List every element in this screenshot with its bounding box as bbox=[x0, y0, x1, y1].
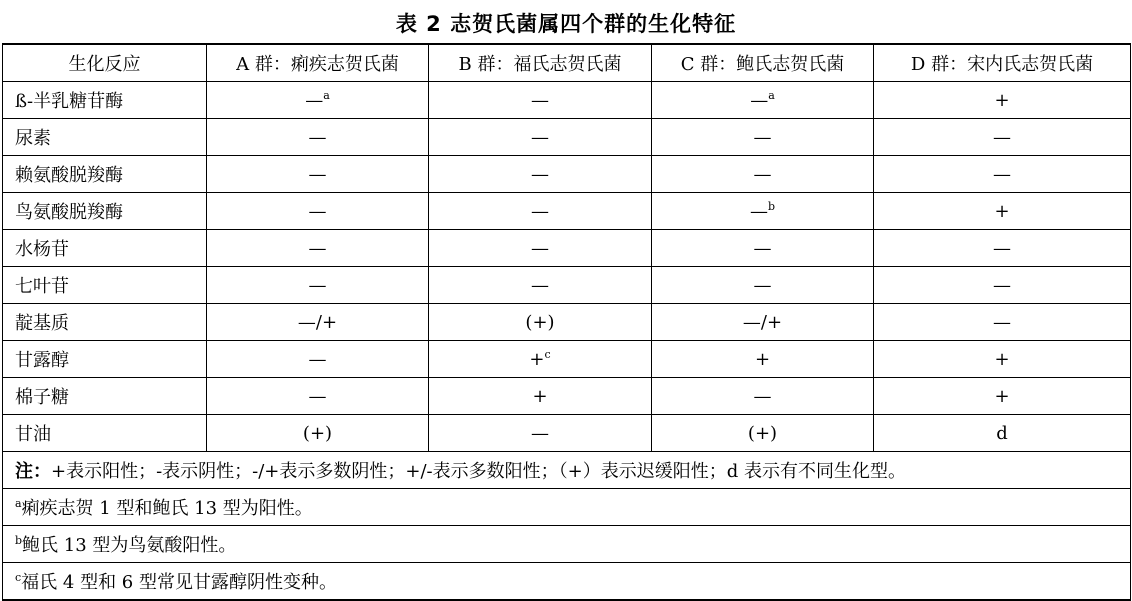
table-cell bbox=[874, 267, 1131, 304]
table-cell bbox=[874, 341, 1131, 378]
table-cell bbox=[207, 267, 429, 304]
footnote-ref: b bbox=[767, 199, 776, 213]
cell-value: (+) bbox=[747, 422, 778, 444]
table-cell bbox=[874, 378, 1131, 415]
note-label: 注： bbox=[15, 461, 51, 482]
table-cell bbox=[429, 304, 652, 341]
footnote-text: 痢疾志贺 1 型和鲍氏 13 型为阳性。 bbox=[21, 498, 313, 519]
row-label: 鸟氨酸脱羧酶 bbox=[3, 193, 207, 230]
column-header: 生化反应 bbox=[3, 44, 207, 82]
table-cell bbox=[652, 415, 874, 452]
table-cell bbox=[874, 119, 1131, 156]
table-cell bbox=[874, 304, 1131, 341]
row-label: 甘露醇 bbox=[3, 341, 207, 378]
row-label: 棉子糖 bbox=[3, 378, 207, 415]
table-cell bbox=[429, 415, 652, 452]
cell-value: — bbox=[531, 274, 549, 296]
table-row bbox=[3, 267, 1131, 304]
column-header: B 群：福氏志贺氏菌 bbox=[429, 44, 652, 82]
table-cell bbox=[207, 193, 429, 230]
table-row bbox=[3, 230, 1131, 267]
table-cell bbox=[429, 378, 652, 415]
footnote-text: 鲍氏 13 型为鸟氨酸阳性。 bbox=[22, 535, 237, 556]
table-row bbox=[3, 304, 1131, 341]
table-cell bbox=[207, 341, 429, 378]
footnote-ref: c bbox=[544, 347, 551, 361]
row-label: 甘油 bbox=[3, 415, 207, 452]
cell-value: — bbox=[531, 89, 549, 111]
note-row bbox=[3, 452, 1131, 489]
cell-value: — bbox=[993, 311, 1011, 333]
note-text: +表示阳性；-表示阴性；-/+表示多数阴性；+/-表示多数阳性；（+）表示迟缓阳性；d 表示有不同生化型。 bbox=[51, 461, 906, 482]
row-label: 水杨苷 bbox=[3, 230, 207, 267]
table-cell bbox=[652, 230, 874, 267]
table-cell bbox=[429, 82, 652, 119]
table-cell bbox=[652, 156, 874, 193]
footnote-ref: a bbox=[768, 88, 775, 102]
table-cell bbox=[874, 230, 1131, 267]
table-cell bbox=[207, 415, 429, 452]
footnote-text: 福氏 4 型和 6 型常见甘露醇阴性变种。 bbox=[21, 572, 337, 593]
cell-value: — bbox=[993, 163, 1011, 185]
column-header: D 群：宋内氏志贺氏菌 bbox=[874, 44, 1131, 82]
cell-value: — bbox=[749, 200, 768, 222]
cell-value: — bbox=[753, 163, 772, 185]
table-cell bbox=[429, 119, 652, 156]
table-cell bbox=[207, 156, 429, 193]
biochem-table bbox=[2, 43, 1131, 601]
cell-value: — bbox=[305, 89, 324, 111]
table-cell bbox=[652, 341, 874, 378]
row-label: 靛基质 bbox=[3, 304, 207, 341]
table-cell bbox=[874, 82, 1131, 119]
table-row bbox=[3, 193, 1131, 230]
cell-value: — bbox=[753, 126, 772, 148]
footnote-mark: a bbox=[15, 497, 22, 510]
table-cell bbox=[652, 304, 874, 341]
cell-value: —/+ bbox=[742, 311, 783, 333]
cell-value: — bbox=[993, 274, 1011, 296]
table-cell bbox=[652, 119, 874, 156]
cell-value: — bbox=[308, 237, 327, 259]
cell-value: — bbox=[308, 385, 327, 407]
column-header: A 群：痢疾志贺氏菌 bbox=[207, 44, 429, 82]
table-cell bbox=[429, 230, 652, 267]
cell-value: + bbox=[994, 348, 1010, 370]
table-row bbox=[3, 341, 1131, 378]
cell-value: d bbox=[996, 422, 1008, 444]
cell-value: — bbox=[753, 385, 772, 407]
cell-value: —/+ bbox=[297, 311, 338, 333]
table-cell bbox=[652, 378, 874, 415]
footnote-row bbox=[3, 489, 1131, 526]
table-cell bbox=[874, 156, 1131, 193]
table-cell bbox=[874, 193, 1131, 230]
table-row bbox=[3, 156, 1131, 193]
cell-value: — bbox=[531, 126, 549, 148]
cell-value: + bbox=[994, 89, 1010, 111]
cell-value: — bbox=[308, 348, 327, 370]
cell-value: — bbox=[308, 274, 327, 296]
footnote-row bbox=[3, 563, 1131, 601]
cell-value: + bbox=[532, 385, 548, 407]
cell-value: — bbox=[531, 422, 549, 444]
cell-value: + bbox=[994, 200, 1010, 222]
row-label: 尿素 bbox=[3, 119, 207, 156]
table-cell bbox=[207, 82, 429, 119]
table-row bbox=[3, 378, 1131, 415]
cell-value: — bbox=[531, 163, 549, 185]
cell-value: (+) bbox=[302, 422, 333, 444]
table-row bbox=[3, 415, 1131, 452]
table-cell bbox=[207, 304, 429, 341]
cell-value: + bbox=[754, 348, 771, 370]
table-cell bbox=[207, 230, 429, 267]
row-label: 赖氨酸脱羧酶 bbox=[3, 156, 207, 193]
column-header: C 群：鲍氏志贺氏菌 bbox=[652, 44, 874, 82]
footnote-mark: b bbox=[15, 534, 23, 547]
table-cell bbox=[652, 267, 874, 304]
footnote-ref: a bbox=[323, 88, 330, 102]
row-label: ß-半乳糖苷酶 bbox=[3, 82, 207, 119]
table-cell bbox=[429, 156, 652, 193]
cell-value: — bbox=[531, 200, 549, 222]
note-cell bbox=[3, 452, 1131, 489]
row-label: 七叶苷 bbox=[3, 267, 207, 304]
table-title: 表 2 志贺氏菌属四个群的生化特征 bbox=[395, 12, 737, 36]
cell-value: — bbox=[750, 89, 769, 111]
cell-value: — bbox=[308, 163, 327, 185]
table-cell bbox=[429, 193, 652, 230]
table-cell bbox=[652, 82, 874, 119]
table-cell bbox=[207, 378, 429, 415]
table-row bbox=[3, 119, 1131, 156]
table-row bbox=[3, 82, 1131, 119]
table-cell bbox=[429, 267, 652, 304]
header-row bbox=[3, 44, 1131, 82]
table-cell bbox=[429, 341, 652, 378]
cell-value: + bbox=[529, 348, 545, 370]
cell-value: (+) bbox=[525, 311, 555, 333]
cell-value: — bbox=[993, 126, 1011, 148]
footnote-mark: c bbox=[15, 571, 22, 584]
cell-value: — bbox=[308, 126, 327, 148]
cell-value: + bbox=[994, 385, 1010, 407]
table-cell bbox=[652, 193, 874, 230]
cell-value: — bbox=[753, 274, 772, 296]
cell-value: — bbox=[993, 237, 1011, 259]
cell-value: — bbox=[308, 200, 327, 222]
footnote-row bbox=[3, 526, 1131, 563]
table-cell bbox=[874, 415, 1131, 452]
cell-value: — bbox=[531, 237, 549, 259]
cell-value: — bbox=[753, 237, 772, 259]
table-cell bbox=[207, 119, 429, 156]
